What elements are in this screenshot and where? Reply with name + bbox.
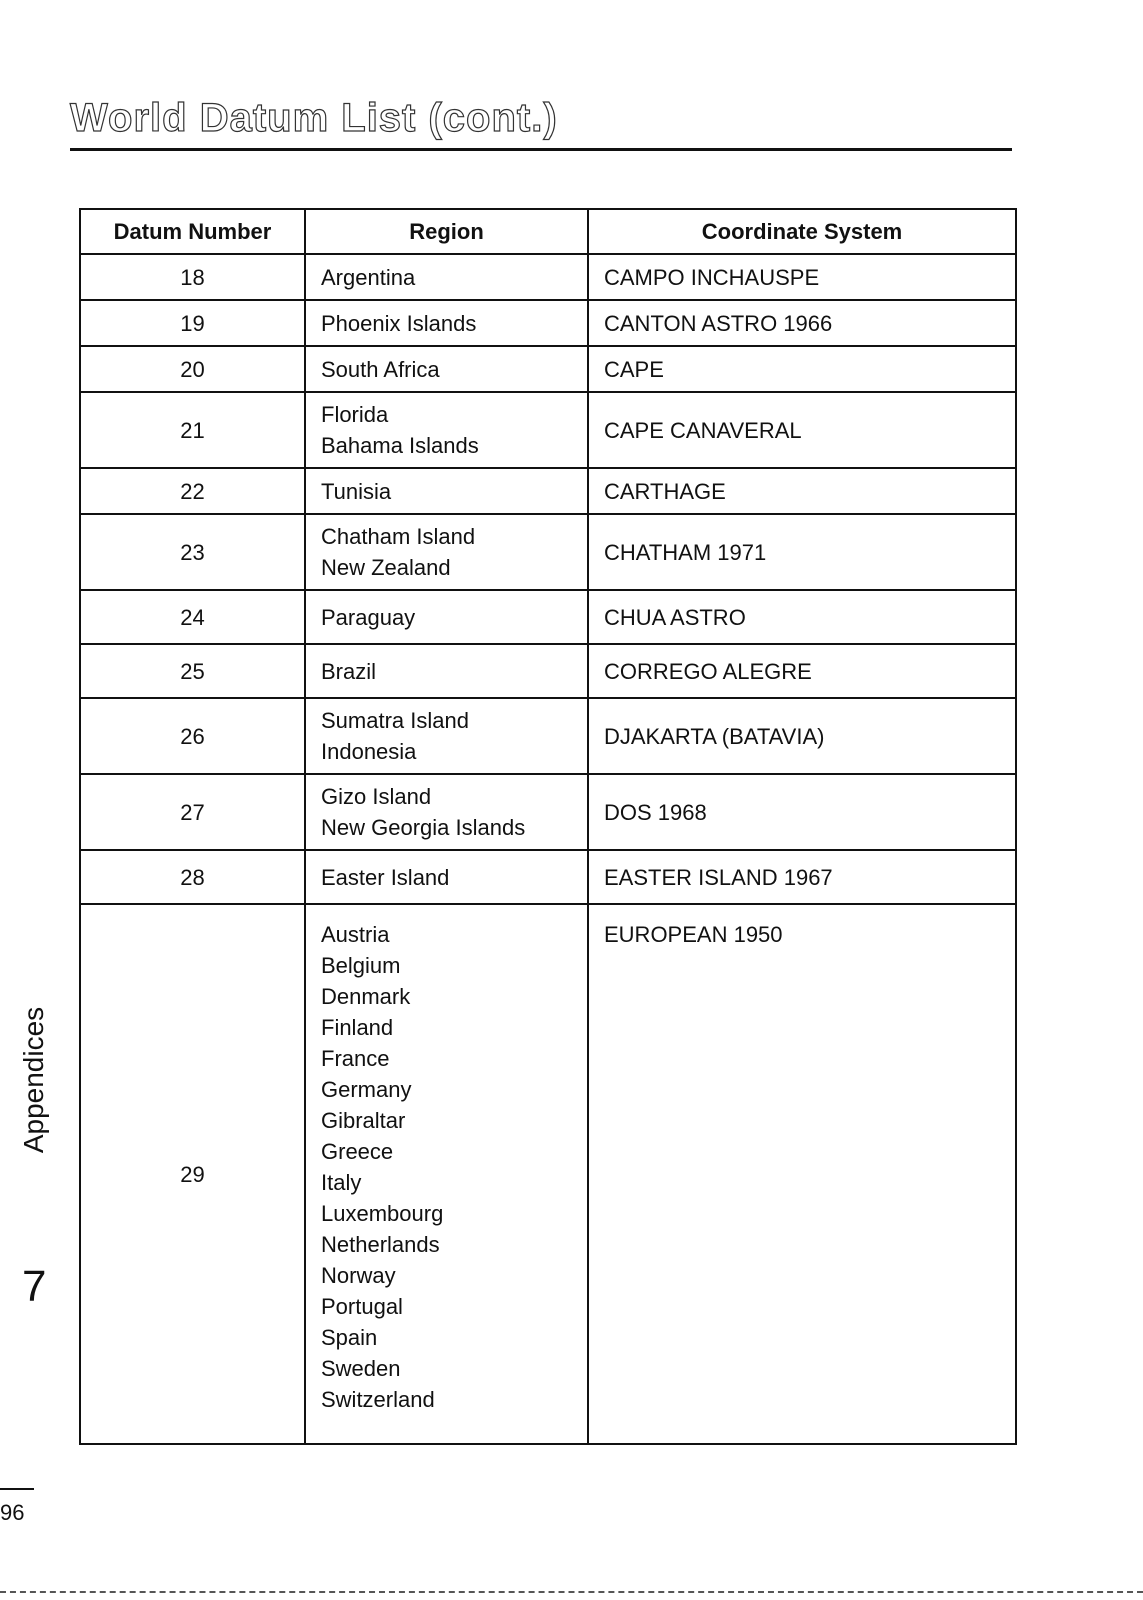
table-row [80, 644, 1016, 698]
datum-number-cell: 18 [80, 254, 305, 300]
table-row [80, 514, 1016, 590]
region-name: Easter Island [321, 864, 450, 890]
coordinate-system-cell: EUROPEAN 1950 [588, 904, 1016, 1444]
region-name: Norway [321, 1263, 396, 1288]
coordinate-system-cell: CANTON ASTRO 1966 [588, 300, 1016, 346]
coordinate-system-cell: CARTHAGE [588, 468, 1016, 514]
region-name: Argentina [321, 264, 416, 290]
coordinate-system-cell: CAPE [588, 346, 1016, 392]
region-name: Phoenix Islands [321, 310, 477, 336]
region-cell [305, 254, 588, 300]
region-name: Florida [321, 402, 389, 427]
page-number: 96 [0, 1500, 25, 1525]
datum-number-cell: 29 [80, 904, 305, 1444]
datum-number-cell: 28 [80, 850, 305, 904]
table-row [80, 774, 1016, 850]
region-name: Bahama Islands [321, 433, 479, 458]
region-cell [305, 774, 588, 850]
region-name: Sweden [321, 1356, 401, 1381]
datum-number-cell: 23 [80, 514, 305, 590]
table-body [80, 254, 1016, 1444]
region-name: Italy [321, 1170, 362, 1195]
table-row [80, 698, 1016, 774]
region-name: Gizo Island [321, 784, 432, 809]
region-name: Gibraltar [321, 1108, 406, 1133]
region-name: Sumatra Island [321, 708, 469, 733]
region-name: Brazil [321, 658, 377, 684]
section-side-label: Appendices [18, 1006, 49, 1154]
page-title: World Datum List (cont.) [70, 96, 558, 140]
region-cell [305, 698, 588, 774]
region-cell [305, 392, 588, 468]
coordinate-system-cell: DOS 1968 [588, 774, 1016, 850]
bottom-edge-rule [0, 1591, 1143, 1593]
region-cell [305, 514, 588, 590]
table-row [80, 468, 1016, 514]
datum-number-cell: 22 [80, 468, 305, 514]
region-name: New Georgia Islands [321, 815, 526, 840]
coordinate-system-cell: CORREGO ALEGRE [588, 644, 1016, 698]
region-name: Switzerland [321, 1387, 435, 1412]
datum-number-cell: 20 [80, 346, 305, 392]
coordinate-system-cell: CAPE CANAVERAL [588, 392, 1016, 468]
column-header-coordinate-system: Coordinate System [588, 209, 1016, 254]
datum-number-cell: 24 [80, 590, 305, 644]
region-name: Denmark [321, 984, 411, 1009]
title-rule [70, 148, 1012, 151]
coordinate-system-cell: CHUA ASTRO [588, 590, 1016, 644]
region-name: Netherlands [321, 1232, 440, 1257]
table-header-row [80, 209, 1016, 254]
datum-number-cell: 26 [80, 698, 305, 774]
region-name: Indonesia [321, 739, 417, 764]
coordinate-system-cell: CAMPO INCHAUSPE [588, 254, 1016, 300]
region-cell [305, 468, 588, 514]
coordinate-system-cell: CHATHAM 1971 [588, 514, 1016, 590]
datum-number-cell: 25 [80, 644, 305, 698]
table-row [80, 254, 1016, 300]
region-name: Austria [321, 922, 390, 947]
datum-number-cell: 27 [80, 774, 305, 850]
table-row [80, 850, 1016, 904]
region-name: Belgium [321, 953, 401, 978]
region-name: Tunisia [321, 478, 392, 504]
table-row [80, 590, 1016, 644]
table-row [80, 392, 1016, 468]
region-name: Portugal [321, 1294, 403, 1319]
region-name: Spain [321, 1325, 378, 1350]
page-number-rule [0, 1488, 34, 1490]
coordinate-system-cell: EASTER ISLAND 1967 [588, 850, 1016, 904]
region-name: France [321, 1046, 390, 1071]
region-name: New Zealand [321, 555, 451, 580]
table-row [80, 346, 1016, 392]
region-name: Chatham Island [321, 524, 476, 549]
region-name: Paraguay [321, 604, 416, 630]
region-cell [305, 644, 588, 698]
datum-number-cell: 19 [80, 300, 305, 346]
region-name: Finland [321, 1015, 394, 1040]
coordinate-system-cell: DJAKARTA (BATAVIA) [588, 698, 1016, 774]
region-name: Germany [321, 1077, 412, 1102]
datum-number-cell: 21 [80, 392, 305, 468]
datum-table [79, 208, 1017, 1445]
region-cell [305, 850, 588, 904]
table-row [80, 300, 1016, 346]
column-header-datum-number: Datum Number [80, 209, 305, 254]
region-cell [305, 590, 588, 644]
region-cell [305, 904, 588, 1444]
region-name: South Africa [321, 356, 440, 382]
chapter-number: 7 [22, 1262, 47, 1311]
table-row [80, 904, 1016, 1444]
region-cell [305, 346, 588, 392]
column-header-region: Region [305, 209, 588, 254]
region-name: Luxembourg [321, 1201, 444, 1226]
region-name: Greece [321, 1139, 394, 1164]
region-cell [305, 300, 588, 346]
